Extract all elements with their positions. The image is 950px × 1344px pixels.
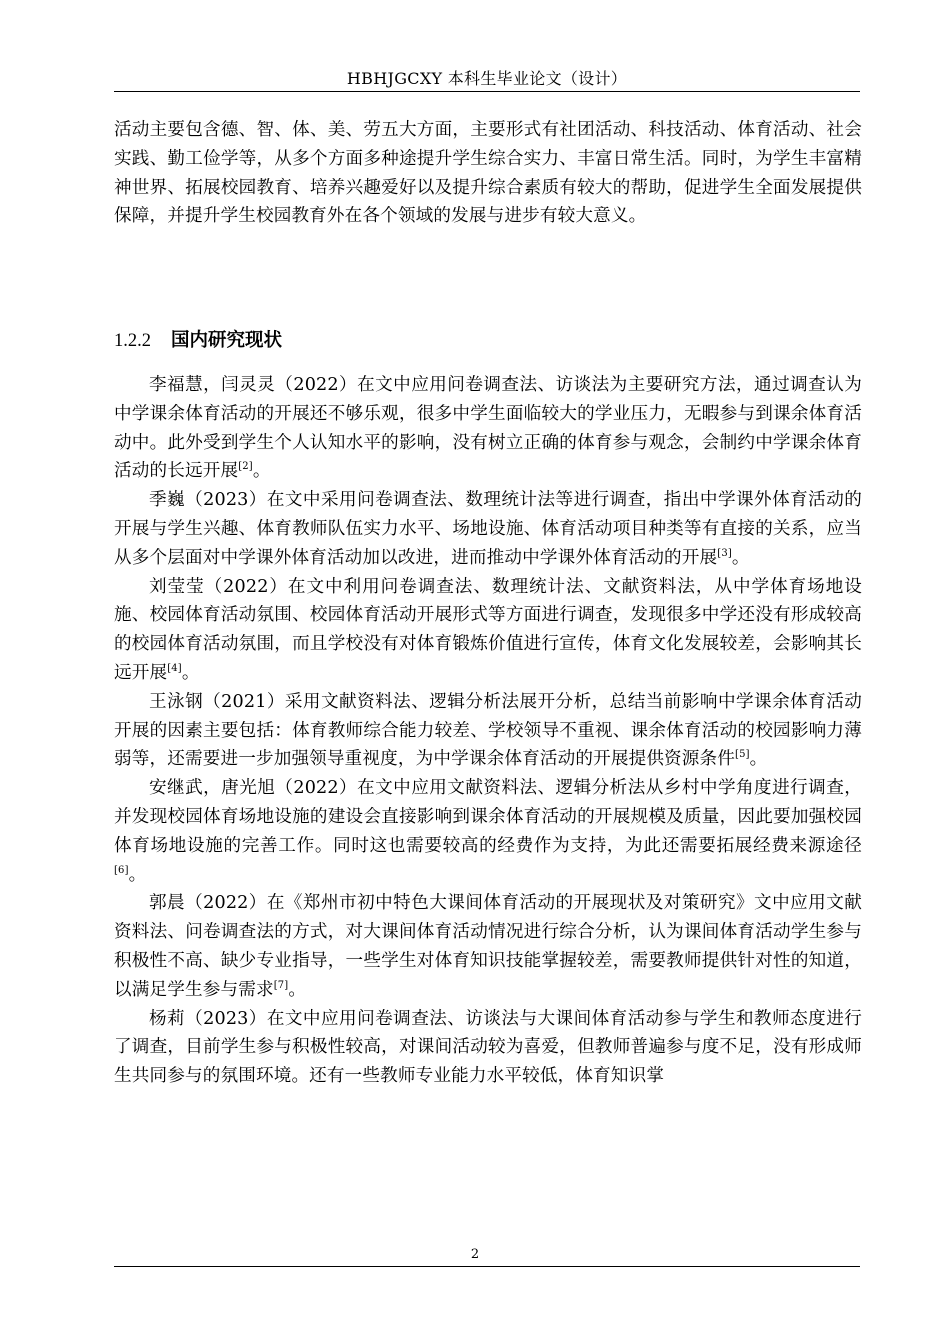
section-title: 国内研究现状 bbox=[171, 330, 283, 351]
paragraph: 杨莉（2023）在文中应用问卷调查法、访谈法与大课间体育活动参与学生和教师态度进行了调查，目前学生参与积极性较高，对课间活动较为喜爱，但教师普遍参与度不足，没有形成师生共同参与的氛围环境。还有一些教师专业能力水平较低，体育知识掌 bbox=[114, 1008, 862, 1087]
paragraph: 季巍（2023）在文中采用问卷调查法、数理统计法等进行调查，指出中学课外体育活动的开展与学生兴趣、体育教师队伍实力水平、场地设施、体育活动项目种类等有直接的关系，应当从多个层面对中学课外体育活动加以改进，进而推动中学课外体育活动的开展[3]。 bbox=[114, 490, 862, 568]
citation: [3] bbox=[717, 547, 732, 559]
citation: [7] bbox=[273, 979, 289, 991]
section-heading bbox=[114, 328, 282, 354]
citation: [2] bbox=[238, 461, 253, 473]
citation: [5] bbox=[735, 749, 750, 761]
citation: [6] bbox=[114, 864, 129, 876]
intro-paragraph-block bbox=[114, 116, 862, 231]
running-header: HBHJGCXY 本科生毕业论文（设计） bbox=[346, 69, 628, 88]
intro-paragraph: 活动主要包含德、智、体、美、劳五大方面，主要形式有社团活动、科技活动、体育活动、社会实践、勤工俭学等，从多个方面多种途提升学生综合实力、丰富日常生活。同时，为学生丰富精神世界、拓展校园教育、培养兴趣爱好以及提升综合素质有较大的帮助，促进学生全面发展提供保障，并提升学生校园教育外在各个领域的发展与进步有较大意义。 bbox=[114, 120, 862, 227]
paragraph: 郭晨（2022）在《郑州市初中特色大课间体育活动的开展现状及对策研究》文中应用文献资料法、问卷调查法的方式，对大课间体育活动情况进行综合分析，认为课间体育活动学生参与积极性不高、缺少专业指导，一些学生对体育知识技能掌握较差，需要教师提供针对性的知道，以满足学生参与需求[7]。 bbox=[114, 893, 862, 1000]
research-paragraphs bbox=[114, 371, 862, 1091]
header-rule bbox=[114, 91, 860, 92]
footer-rule bbox=[114, 1266, 860, 1267]
paragraph: 李福慧，闫灵灵（2022）在文中应用问卷调查法、访谈法为主要研究方法，通过调查认为中学课余体育活动的开展还不够乐观，很多中学生面临较大的学业压力，无暇参与到课余体育活动中。此外受到学生个人认知水平的影响，没有树立正确的体育参与观念，会制约中学课余体育活动的长远开展[2]。 bbox=[114, 375, 862, 482]
section-number: 1.2.2 bbox=[114, 331, 151, 351]
paragraph: 刘莹莹（2022）在文中利用问卷调查法、数理统计法、文献资料法，从中学体育场地设施、校园体育活动氛围、校园体育活动开展形式等方面进行调查，发现很多中学还没有形成较高的校园体育活动氛围，而且学校没有对体育锻炼价值进行宣传，体育文化发展较差，会影响其长远开展[4]。 bbox=[114, 576, 862, 683]
paragraph: 安继武，唐光旭（2022）在文中应用文献资料法、逻辑分析法从乡村中学角度进行调查，并发现校园体育场地设施的建设会直接影响到课余体育活动的开展规模及质量，因此要加强校园体育场地设施的完善工作。同时这也需要较高的经费作为支持，为此还需要拓展经费来源途径[6]。 bbox=[114, 778, 862, 885]
paragraph: 王泳钢（2021）采用文献资料法、逻辑分析法展开分析，总结当前影响中学课余体育活动开展的因素主要包括：体育教师综合能力较差、学校领导不重视、课余体育活动的校园影响力薄弱等，还需要进一步加强领导重视度，为中学课余体育活动的开展提供资源条件[5]。 bbox=[114, 691, 862, 770]
citation: [4] bbox=[167, 663, 182, 675]
page-number: 2 bbox=[470, 1247, 480, 1262]
